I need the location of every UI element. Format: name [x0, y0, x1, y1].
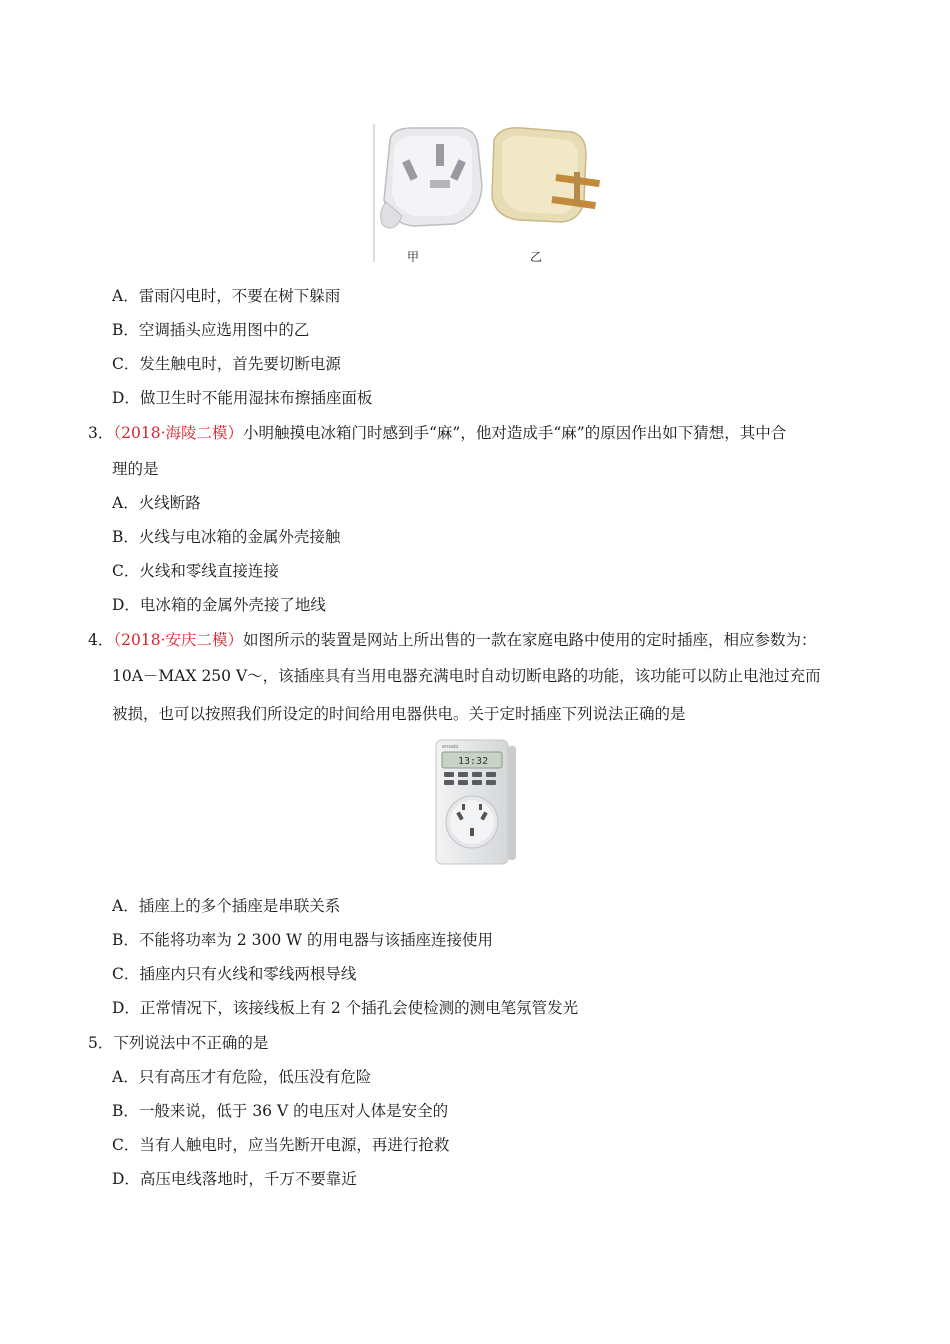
q5-option-c: C．当有人触电时，应当先断开电源，再进行抢救 — [112, 1136, 450, 1154]
figure-caption-jia: 甲 — [407, 250, 420, 264]
q3-option-b: B．火线与电冰箱的金属外壳接触 — [112, 528, 341, 546]
q5-option-d: D．高压电线落地时，千万不要靠近 — [112, 1170, 357, 1188]
q3-option-c: C．火线和零线直接连接 — [112, 562, 279, 580]
q4-option-b: B．不能将功率为 2 300 W 的用电器与该插座连接使用 — [112, 931, 493, 949]
figure-caption-yi: 乙 — [530, 250, 543, 264]
timer-socket-figure — [428, 738, 520, 866]
plug-yi-icon — [492, 128, 600, 222]
q4-source: （2018·安庆二模） — [113, 631, 243, 649]
q2-option-d: D．做卫生时不能用湿抹布擦插座面板 — [112, 389, 373, 407]
timer-display: 13:32 — [458, 756, 489, 767]
q3-stem-line2: 理的是 — [112, 460, 159, 478]
q3-stem — [88, 423, 786, 443]
timer-socket-icon — [428, 738, 520, 866]
q3-stem-line1: 小明触摸电冰箱门时感到手“麻”，他对造成手“麻”的原因作出如下猜想，其中合 — [243, 424, 787, 442]
q2-option-c: C．发生触电时，首先要切断电源 — [112, 355, 341, 373]
q4-option-d: D．正常情况下，该接线板上有 2 个插孔会使检测的测电笔氖管发光 — [112, 999, 579, 1017]
q5-option-a: A．只有高压才有危险，低压没有危险 — [112, 1068, 372, 1086]
q5-number: 5． — [88, 1034, 114, 1052]
q3-number: 3． — [88, 424, 114, 442]
plugs-figure — [372, 120, 612, 265]
plug-jia-icon — [381, 128, 482, 228]
q5-option-b: B．一般来说，低于 36 V 的电压对人体是安全的 — [112, 1102, 449, 1120]
q4-option-c: C．插座内只有火线和零线两根导线 — [112, 965, 357, 983]
q3-option-d: D．电冰箱的金属外壳接了地线 — [112, 596, 326, 614]
q4-stem-line3: 被损，也可以按照我们所设定的时间给用电器供电。关于定时插座下列说法正确的是 — [112, 705, 686, 723]
q4-number: 4． — [88, 631, 114, 649]
q4-stem — [88, 630, 817, 650]
q2-option-a: A．雷雨闪电时，不要在树下躲雨 — [112, 287, 341, 305]
q3-option-a: A．火线断路 — [112, 494, 201, 512]
q5-stem-text: 下列说法中不正确的是 — [113, 1034, 269, 1052]
svg-text:ensaio: ensaio — [442, 744, 459, 750]
q4-option-a: A．插座上的多个插座是串联关系 — [112, 897, 341, 915]
q5-stem — [88, 1033, 268, 1053]
q2-option-b: B．空调插头应选用图中的乙 — [112, 321, 310, 339]
q4-stem-line1: 如图所示的装置是网站上所出售的一款在家庭电路中使用的定时插座，相应参数为： — [243, 631, 817, 649]
q3-source: （2018·海陵二模） — [113, 424, 243, 442]
q4-stem-line2: 10A－MAX 250 V～，该插座具有当用电器充满电时自动切断电路的功能，该功能可以防止电池过充而 — [112, 667, 821, 685]
plugs-illustration — [372, 120, 612, 265]
